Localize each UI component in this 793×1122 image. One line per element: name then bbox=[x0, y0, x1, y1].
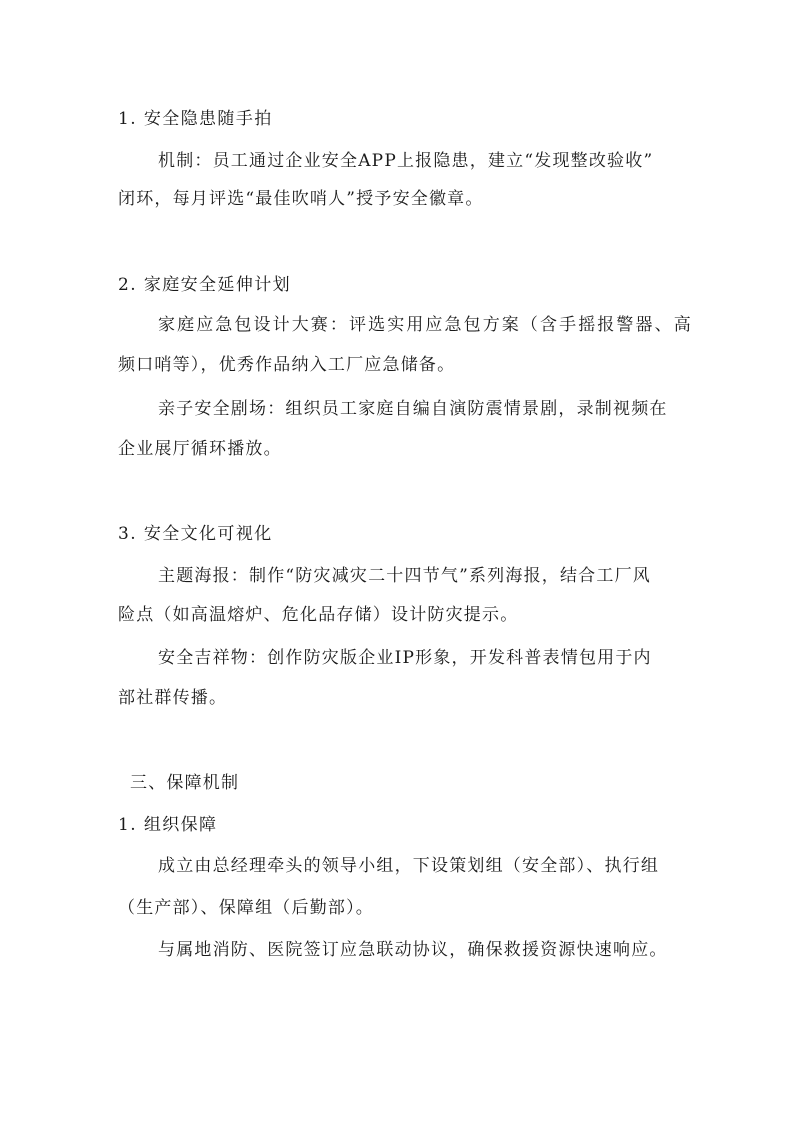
paragraph-line: 主题海报：制作“防灾减灾二十四节气”系列海报，结合工厂风 bbox=[158, 566, 651, 586]
paragraph-line: 机制：员工通过企业安全APP上报隐患，建立“发现整改验收” bbox=[158, 151, 654, 171]
section-heading: 1. 组织保障 bbox=[118, 815, 218, 835]
paragraph-line: 成立由总经理牵头的领导小组，下设策划组（安全部）、执行组 bbox=[158, 856, 660, 876]
paragraph-line: 部社群传播。 bbox=[118, 688, 228, 708]
paragraph-line: 险点（如高温熔炉、危化品存储）设计防灾提示。 bbox=[118, 605, 519, 625]
section-heading: 2. 家庭安全延伸计划 bbox=[118, 275, 292, 295]
paragraph-line: 企业展厅循环播放。 bbox=[118, 439, 282, 459]
section-heading: 1. 安全隐患随手拍 bbox=[118, 109, 273, 129]
paragraph-line: 安全吉祥物：创作防灾版企业IP形象，开发科普表情包用于内 bbox=[158, 648, 652, 668]
paragraph-line: 家庭应急包设计大赛：评选实用应急包方案（含手摇报警器、高 bbox=[158, 315, 693, 335]
paragraph-line: 闭环，每月评选“最佳吹哨人”授予安全徽章。 bbox=[118, 189, 484, 209]
paragraph-line: 频口哨等），优秀作品纳入工厂应急储备。 bbox=[118, 355, 456, 375]
part-title: 三、保障机制 bbox=[130, 773, 240, 793]
section-heading: 3. 安全文化可视化 bbox=[118, 524, 273, 544]
paragraph-line: （生产部）、保障组（后勤部）。 bbox=[118, 898, 374, 918]
paragraph-line: 亲子安全剧场：组织员工家庭自编自演防震情景剧，录制视频在 bbox=[158, 399, 668, 419]
paragraph-line: 与属地消防、医院签订应急联动协议，确保救援资源快速响应。 bbox=[158, 940, 668, 960]
